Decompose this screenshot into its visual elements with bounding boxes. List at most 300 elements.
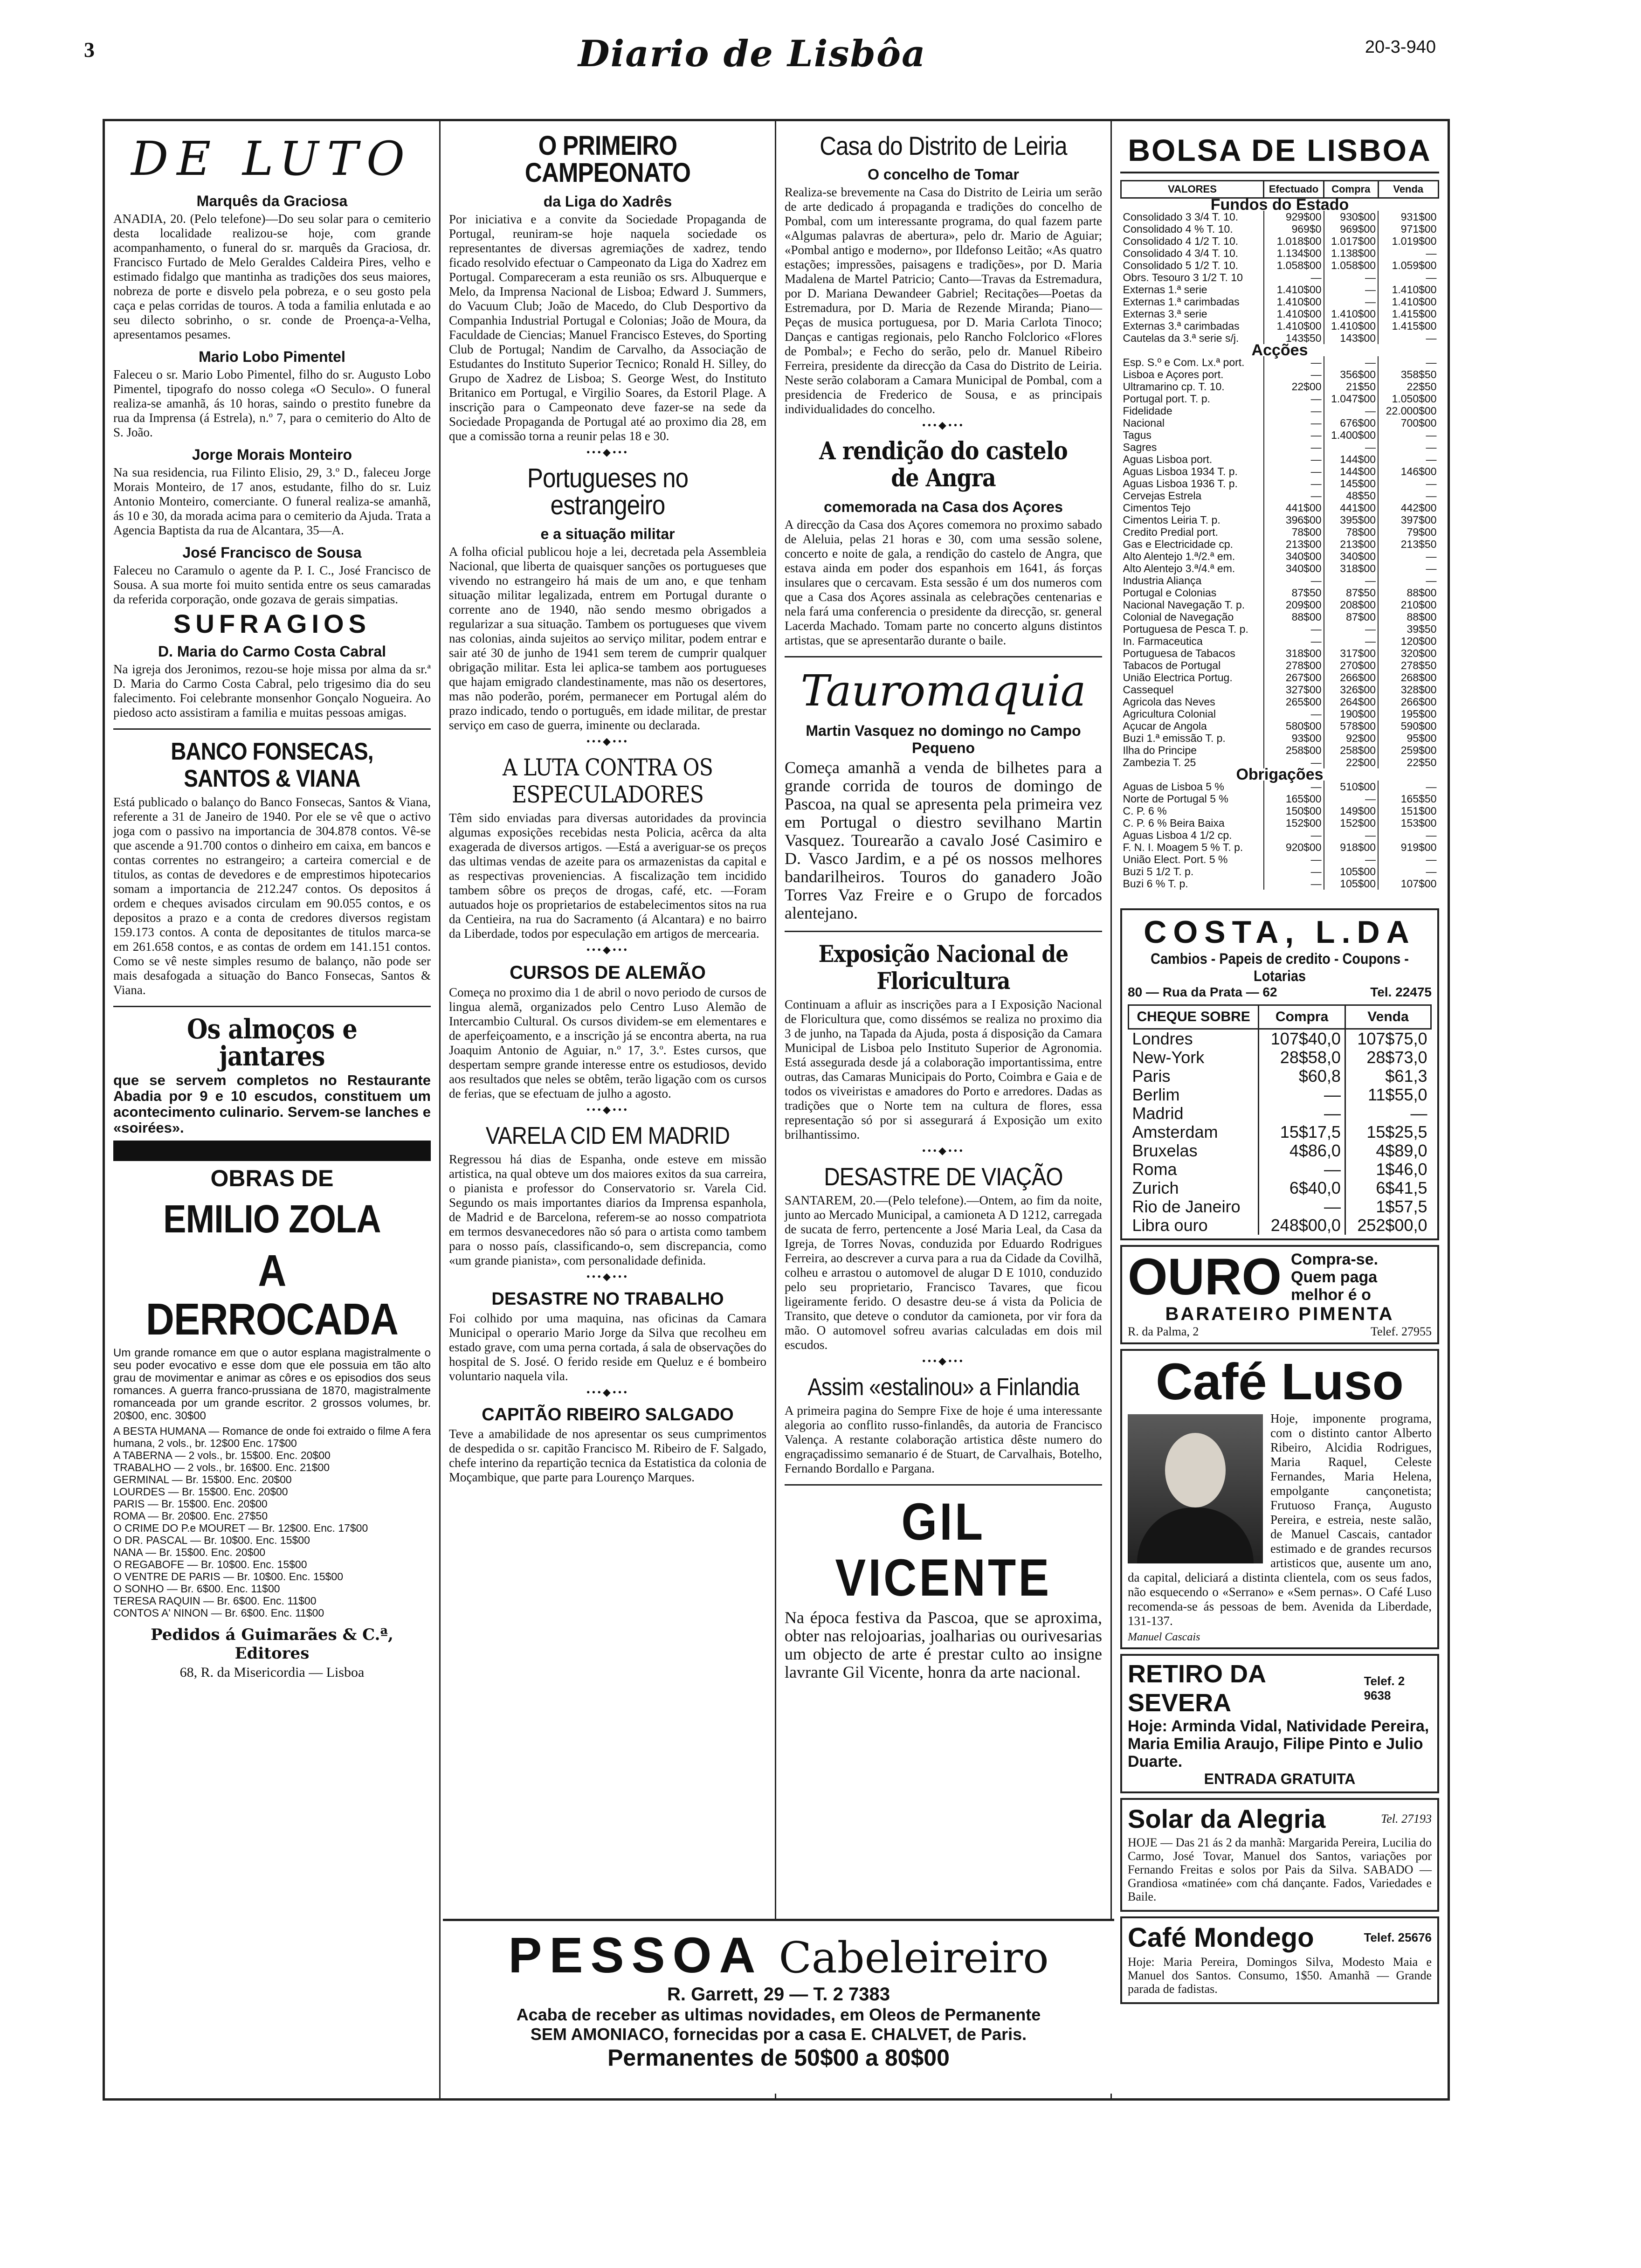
table-cell: Portugal e Colonias	[1123, 587, 1217, 599]
table-cell: Agricola das Neves	[1123, 696, 1215, 708]
table-cell: Bruxelas	[1132, 1141, 1198, 1160]
pessoa-address: R. Garrett, 29 — T. 2 7383	[667, 1984, 890, 2005]
ouro-text-1: Compra-se.	[1291, 1251, 1379, 1268]
table-cell: Externas 3.ª serie	[1123, 308, 1207, 320]
table-row	[1121, 805, 1439, 817]
table-cell: 22$00	[1264, 380, 1324, 393]
table-cell: Consolidado 4 3/4 T. 10.	[1123, 247, 1239, 259]
cambio-table	[1128, 1004, 1432, 1235]
table-cell: 340$00	[1264, 550, 1324, 562]
floricultura-text: Continuam a afluir as inscrições para a I Exposição Nacional de Floricultura que, como dissémos se realiza no proximo dia 3 de junho, na Tapada da Ajuda, posta á disposição da Camara Municipal de Lisboa pelo Instituto Superior de Agronomia. Está assegurada desde já a colaboração importantissima, entre outras, das Camaras Municipais do Porto, Coimbra e Gaia e de todos os viveiristas e amadores do Porto e arredores. Dadas as tradições que o Norte tem na cultura de flores, essa representação só por si assegurará á Exposição um exito brilhantissimo.	[785, 997, 1102, 1141]
table-cell: 1.017$00	[1324, 235, 1378, 247]
table-cell: —	[1324, 793, 1378, 805]
bolsa-col-valores: VALORES	[1121, 181, 1264, 198]
table-cell: 395$00	[1324, 514, 1378, 526]
pessoa-line-3: Permanentes de 50$00 a 80$00	[607, 2045, 950, 2071]
table-row	[1121, 684, 1439, 696]
table-cell: —	[1378, 429, 1438, 441]
table-cell: 318$00	[1264, 647, 1324, 659]
table-row	[1129, 1216, 1431, 1235]
table-cell: 1.410$00	[1378, 296, 1438, 308]
table-cell: 971$00	[1378, 223, 1438, 235]
gil-vicente-text: Na época festiva da Pascoa, que se aproxima, obter nas relojoarias, joalharias ou ourivesarias um objecto de arte é prestar culto ao insigne lavrante Gil Vicente, honra da arte nacional.	[785, 1608, 1102, 1681]
table-cell: Buzi 1.ª emissão T. p.	[1123, 732, 1226, 744]
table-cell: —	[1264, 853, 1324, 865]
table-row	[1129, 1123, 1431, 1141]
table-cell: 358$50	[1378, 368, 1438, 380]
table-cell: 580$00	[1264, 720, 1324, 732]
table-row	[1129, 1160, 1431, 1179]
table-cell: Norte de Portugal 5 %	[1123, 793, 1228, 805]
table-cell: —	[1264, 271, 1324, 284]
table-cell: —	[1259, 1104, 1345, 1123]
zola-footer-2: 68, R. da Misericordia — Lisboa	[179, 1665, 365, 1680]
table-cell: 327$00	[1264, 684, 1324, 696]
table-cell: —	[1264, 356, 1324, 368]
desastre-trabalho-text: Foi colhido por uma maquina, nas oficinas da Camara Municipal o operario Mario Jorge da Silva que recolheu em estado grave, com uma perna cortada, á sala de observações do hospital de S. José. O ferido reside em Queluz e é bombeiro voluntario naquela vila.	[449, 1311, 766, 1383]
table-cell: —	[1264, 708, 1324, 720]
table-cell: Aguas Lisboa 1936 T. p.	[1123, 477, 1238, 490]
table-cell: União Electrica Portug.	[1123, 671, 1233, 684]
table-row	[1129, 1104, 1431, 1123]
costa-tel: Tel. 22475	[1370, 985, 1432, 999]
table-cell: 152$00	[1264, 817, 1324, 829]
table-row	[1121, 744, 1439, 756]
table-cell: Aguas Lisboa 4 1/2 cp.	[1123, 829, 1232, 841]
table-cell: 1.047$00	[1324, 393, 1378, 405]
table-row	[1121, 465, 1439, 477]
table-cell: 153$00	[1378, 817, 1438, 829]
table-cell: 270$00	[1324, 659, 1378, 671]
table-row	[1121, 320, 1439, 332]
table-cell: Fidelidade	[1123, 405, 1172, 417]
cambio-col-cheque: CHEQUE SOBRE	[1129, 1005, 1259, 1029]
table-cell: Esp. S.º e Com. Lx.ª port.	[1123, 356, 1245, 368]
table-cell: Colonial de Navegação	[1123, 611, 1234, 623]
table-cell: Lisboa e Açores port.	[1123, 368, 1224, 380]
table-row	[1121, 453, 1439, 465]
luto-text-graciosa: ANADIA, 20. (Pelo telefone)—Do seu solar para o cemiterio desta localidade realizou-se hoje, com grande acompanhamento, o funeral do sr. marquês da Graciosa, dr. Francisco Furtado de Melo Geraldes Caldeira Pires, velho e estimado fidalgo que mantinha as tradições dos seus maiores, nobreza de porte e disvelo pela pobreza, e o seu gosto pela caça e pelas corridas de touros. A toda a familia enlutada e ao seu dilecto sobrinho, o sr. conde de Proença-a-Velha, apresentamos pesames.	[113, 212, 431, 341]
list-item: TERESA RAQUIN — Br. 6$00. Enc. 11$00	[113, 1595, 317, 1607]
table-row	[1121, 259, 1439, 271]
campeonato-sub: da Liga do Xadrês	[543, 193, 672, 210]
table-cell: 1.058$00	[1264, 259, 1324, 271]
pessoa-name: PESSOA	[508, 1927, 763, 1983]
table-cell: —	[1264, 574, 1324, 587]
luto-title: DE LUTO	[131, 131, 413, 186]
table-cell: 1.410$00	[1264, 296, 1324, 308]
mondego-ad	[1120, 1916, 1439, 2004]
table-cell: 1$57,5	[1345, 1197, 1431, 1216]
table-cell: 146$00	[1378, 465, 1438, 477]
table-cell: —	[1378, 477, 1438, 490]
portrait-photo	[1128, 1414, 1263, 1563]
bolsa-title: BOLSA DE LISBOA	[1120, 132, 1439, 173]
table-cell: Aguas Lisboa port.	[1123, 453, 1213, 465]
luto-text-sousa: Faleceu no Caramulo o agente da P. I. C., José Francisco de Sousa. A sua morte foi muito sentida entre os seus camaradas da referida corporação, onde gozava de gerais simpatias.	[113, 563, 431, 606]
table-cell: 28$58,0	[1259, 1048, 1345, 1067]
table-cell: 87$00	[1324, 611, 1378, 623]
table-cell: 1$46,0	[1345, 1160, 1431, 1179]
table-cell: 95$00	[1378, 732, 1438, 744]
table-cell: 248$00,0	[1259, 1216, 1345, 1235]
table-cell: —	[1259, 1197, 1345, 1216]
pessoa-line-2: SEM AMONIACO, fornecidas por a casa E. CHALVET, de Paris.	[530, 2025, 1027, 2044]
table-cell: 1.134$00	[1264, 247, 1324, 259]
table-cell: 165$50	[1378, 793, 1438, 805]
capitao-text: Teve a amabilidade de nos apresentar os seus cumprimentos de despedida o sr. capitão Francisco M. Ribeiro de F. Salgado, chefe interino da repartição tecnica da Estatistica da colonia de Moçambique, que parte para Lourenço Marques.	[449, 1427, 766, 1484]
table-cell: 320$00	[1378, 647, 1438, 659]
portugueses-text: A folha oficial publicou hoje a lei, decretada pela Assembleia Nacional, que liberta de quaisquer sanções os portugueses que vivendo no estrangeiro há mais de um ano, e que tenham situação militar legalizada, entrem em Portugal durante o corrente ano de 1940, não sendo mesmo obrigados a regularizar a sua situação. Tambem os portugueses que vivem nas colonias, ainda sujeitos ao serviço militar, podem entrar e sair até 30 de junho de 1941 sem terem de cumprir qualquer obrigação militar. Esta lei aplica-se tambem aos portugueses que hajam emigrado clandestinamente, mas não os desertores, mas não poderão, porém, permanecer em Portugal além do prazo indicado, tendo o português, em idade militar, de prestar serviço em caso de guerra, iminente ou declarada.	[449, 545, 766, 732]
luto-sub-monteiro: Jorge Morais Monteiro	[192, 446, 352, 463]
sufragios-title: SUFRAGIOS	[173, 609, 371, 638]
table-cell: 107$40,0	[1259, 1029, 1345, 1049]
table-cell: 1.410$00	[1378, 284, 1438, 296]
costa-ad	[1120, 908, 1439, 1240]
list-item: ROMA — Br. 20$00. Enc. 27$50	[113, 1510, 268, 1522]
column-4	[1112, 121, 1448, 2098]
ornament: •••◆•••	[586, 735, 629, 747]
ouro-ad	[1120, 1245, 1439, 1344]
leiria-sub: O concelho de Tomar	[868, 166, 1019, 183]
table-cell: 328$00	[1378, 684, 1438, 696]
table-cell: 78$00	[1324, 526, 1378, 538]
ornament: •••◆•••	[586, 1386, 629, 1398]
table-cell: Buzi 6 % T. p.	[1123, 878, 1188, 890]
table-cell: 1.410$00	[1324, 308, 1378, 320]
pessoa-line-1: Acaba de receber as ultimas novidades, em Oleos de Permanente	[516, 2005, 1041, 2024]
alegria-title: Solar da Alegria	[1128, 1804, 1326, 1833]
table-cell: 441$00	[1264, 502, 1324, 514]
column-3	[776, 121, 1112, 2098]
table-cell: Cervejas Estrela	[1123, 490, 1202, 502]
table-cell: Ultramarino cp. T. 10.	[1123, 380, 1225, 393]
table-row	[1121, 490, 1439, 502]
table-cell: Zurich	[1132, 1178, 1179, 1197]
pessoa-ad	[443, 1919, 1114, 2094]
table-cell: Madrid	[1132, 1104, 1184, 1123]
table-cell: 39$50	[1378, 623, 1438, 635]
varela-text: Regressou há dias de Espanha, onde esteve em missão artistica, na qual obteve um dos maiores exitos da sua carreira, o pianista e professor do Conservatorio sr. Varela Cid. Segundo os mais importantes diarios da Imprensa espanhola, de Madrid e de Barcelona, referem-se ao nosso compatriota em termos desvanecedores não só para o artista como tambem para o nosso país, classificando-o, sem discrepancia, como «um grande pianista», com personalidade definida.	[449, 1152, 766, 1267]
list-item: CONTOS A' NINON — Br. 6$00. Enc. 11$00	[113, 1607, 324, 1619]
table-cell: 578$00	[1324, 720, 1378, 732]
table-cell: 969$00	[1324, 223, 1378, 235]
ornament: •••◆•••	[922, 1355, 965, 1367]
table-row	[1121, 647, 1439, 659]
bolsa-table	[1120, 180, 1439, 890]
list-item: O REGABOFE — Br. 10$00. Enc. 15$00	[113, 1558, 307, 1570]
table-cell: 143$00	[1324, 332, 1378, 344]
campeonato-text: Por iniciativa e a convite da Sociedade Propaganda de Portugal, reuniram-se hoje naquela sociedade os representantes de diversas agremiações de xadrez, tendo ficado resolvido efectuar o Campeonato da Liga do Xadrez em Portugal. Compareceram a esta reunião os srs. Albuquerque e Melo, da Imprensa Nacional de Lisboa; Edward J. Summers, do Vacuum Club; João de Macedo, do Club Desportivo da Companhia Industrial Portugal e Colonias; João de Moura, da Faculdade de Ciencias; Manuel Francisco Esteves, do Sporting Club de Portugal; Nandim de Carvalho, da Associação de Estudantes do Instituto Superior Tecnico; Ronald H. Silley, do Grupo de Xadrez de Lisboa; S. George West, do Instituto Britanico em Portugal, e Virgilio Soares, da Estoril Plage. A inscrição para o Campeonato deve fazer-se na sede da Sociedade Propaganda de Portugal até ao proximo dia 28, em que a comissão torna a reunir pelas 18 e 30.	[449, 212, 766, 443]
table-cell: Aguas de Lisboa 5 %	[1123, 781, 1224, 793]
mondego-tel: Telef. 25676	[1364, 1930, 1432, 1944]
bolsa-col-efectuado: Efectuado	[1264, 181, 1324, 198]
table-cell: 318$00	[1324, 562, 1378, 574]
table-cell: 396$00	[1264, 514, 1324, 526]
table-cell: Portugal port. T. p.	[1123, 393, 1211, 405]
table-cell: —	[1264, 756, 1324, 768]
ouro-tel: Telef. 27955	[1370, 1325, 1432, 1338]
list-item: NANA — Br. 15$00. Enc. 20$00	[113, 1546, 266, 1558]
table-cell: 88$00	[1264, 611, 1324, 623]
ouro-name: BARATEIRO PIMENTA	[1165, 1304, 1394, 1324]
table-cell: Consolidado 4 1/2 T. 10.	[1123, 235, 1239, 247]
cambio-col-compra: Compra	[1259, 1005, 1345, 1029]
table-cell: —	[1324, 271, 1378, 284]
table-cell: —	[1264, 405, 1324, 417]
table-cell: —	[1264, 441, 1324, 453]
zola-heading-2: EMILIO ZOLA	[163, 1197, 381, 1241]
alegria-ad	[1120, 1798, 1439, 1912]
angra-sub: comemorada na Casa dos Açores	[824, 498, 1063, 515]
table-cell: 144$00	[1324, 453, 1378, 465]
table-cell: 105$00	[1324, 865, 1378, 878]
alegria-tel: Tel. 27193	[1381, 1812, 1432, 1825]
ouro-title: OURO	[1128, 1248, 1282, 1306]
table-cell: 919$00	[1378, 841, 1438, 853]
zola-heading-3: A DERROCADA	[145, 1246, 399, 1344]
zola-book-list	[113, 1425, 431, 1619]
table-row	[1121, 538, 1439, 550]
portugueses-sub: e a situação militar	[540, 526, 675, 542]
table-cell: 356$00	[1324, 368, 1378, 380]
table-cell: 28$73,0	[1345, 1048, 1431, 1067]
table-cell: 340$00	[1264, 562, 1324, 574]
table-row	[1121, 708, 1439, 720]
table-cell: 258$00	[1324, 744, 1378, 756]
severa-text: Hoje: Arminda Vidal, Natividade Pereira, Maria Emilia Araujo, Filipe Pinto e Julio Duarte.	[1128, 1717, 1429, 1770]
list-item: A BESTA HUMANA — Romance de onde foi extraido o filme A fera humana, 2 vols., br. 12$00 Enc. 17$00	[113, 1425, 431, 1449]
table-cell: 252$00,0	[1345, 1216, 1431, 1235]
ornament: •••◆•••	[922, 419, 965, 431]
table-cell: —	[1264, 453, 1324, 465]
table-cell: F. N. I. Moagem 5 % T. p.	[1123, 841, 1243, 853]
table-cell: 208$00	[1324, 599, 1378, 611]
table-cell: 78$00	[1264, 526, 1324, 538]
table-cell: $60,8	[1259, 1067, 1345, 1086]
cursos-text: Começa no proximo dia 1 de abril o novo periodo de cursos de lingua alemã, organizados pelo Centro Luso Alemão de Intercambio Cultural. Os cursos dividem-se em elementares e de aperfeiçoamento, e a inscrição já se encontra aberta, na rua Joaquim Antonio de Aguiar, n.º 17, 3.º. Estes cursos, que despertam sempre grande interesse entre os estudiosos, devido aos resultados que neles se obtêm, terão ligação com os cursos de ferias, que se efectuam de julho a agosto.	[449, 985, 766, 1100]
table-cell: 326$00	[1324, 684, 1378, 696]
table-cell: —	[1324, 574, 1378, 587]
table-cell: Cassequel	[1123, 684, 1174, 696]
leiria-text: Realiza-se brevemente na Casa do Distrito de Leiria um serão de arte dedicado á propaganda e tradições do concelho de Pombal, com um interessante programa, do qual fazem parte «Algumas palavras de abertura», pelo dr. Mario de Aguiar; «Pombal antigo e moderno», por Ildefonso Leitão; «As quatro estações; impressões, paisagens e tradições», por D. Maria Madalena de Martel Patricio; Canto—Travas da Estremadura, por D. Mariana Dewandeer Gabriel; Recitações—Poetas da Estremadura, por D. Maria de Rezende Miranda; Piano—Peças de musica portuguesa, por D. Maria Carlota Tinoco; Danças e cantigas regionais, pelo Rancho Folclorico «Flores de Pombal»; e Fecho do serão, pelo dr. Manuel Ribeiro Ferreira, presidente da direcção da Casa do Distrito de Leiria. Neste serão colaboram a Camara Municipal de Pombal, com a presidencia de Frederico de Sousa, e as principais individualidades do concelho.	[785, 185, 1102, 416]
leiria-title: Casa do Distrito de Leiria	[820, 131, 1067, 160]
zola-text: Um grande romance em que o autor esplana magistralmente o seu poder evocativo e esse dom que ele possuia em tão alto grau de movimentar e animar as côres e os episodios dos seus romances. A guerra franco-prussiana de 1870, magistralmente romanceada por um grande escritor. 2 grossos volumes, br. 20$00, enc. 30$00	[113, 1347, 431, 1422]
table-cell: 107$00	[1378, 878, 1438, 890]
table-cell: —	[1378, 865, 1438, 878]
tauromaquia-text: Começa amanhã a venda de bilhetes para a grande corrida de touros de domingo de Pascoa, na qual se apresenta pela primeira vez em Portugal o diestro sevilhano Martin Vasquez. Tourearão a cavalo José Casimiro e D. Vasco Jardim, e a pé os nossos melhores bandarilheiros. Touros do ganadero João Torres Vaz Freire e o Grupo de forcados alentejano.	[785, 758, 1102, 922]
table-cell: Externas 1.ª serie	[1123, 284, 1207, 296]
table-cell: Sagres	[1123, 441, 1157, 453]
table-cell: —	[1264, 829, 1324, 841]
table-cell: Consolidado 3 3/4 T. 10.	[1123, 211, 1239, 223]
table-cell: 213$00	[1324, 538, 1378, 550]
table-cell: —	[1264, 429, 1324, 441]
table-row	[1121, 878, 1439, 890]
table-cell: Obrs. Tesouro 3 1/2 T. 10	[1123, 271, 1243, 284]
table-cell: —	[1324, 635, 1378, 647]
table-cell: 15$17,5	[1259, 1123, 1345, 1141]
estalinou-title: Assim «estalinou» a Finlandia	[807, 1374, 1079, 1401]
table-row	[1129, 1086, 1431, 1104]
table-cell: Cimentos Leiria T. p.	[1123, 514, 1220, 526]
mondego-text: Hoje: Maria Pereira, Domingos Silva, Modesto Maia e Manuel dos Santos. Consumo, 1$50. Amanhã — Grande parada de fadistas.	[1128, 1955, 1432, 1996]
table-cell: —	[1378, 829, 1438, 841]
table-cell: Cimentos Tejo	[1123, 502, 1191, 514]
table-row	[1121, 235, 1439, 247]
ornament: •••◆•••	[586, 446, 629, 458]
costa-title: COSTA, L.DA	[1144, 914, 1416, 950]
cafe-luso-ad	[1120, 1349, 1439, 1649]
table-cell: —	[1324, 829, 1378, 841]
campeonato-title: O PRIMEIRO CAMPEONATO	[524, 131, 691, 188]
luta-text: Têm sido enviadas para diversas autoridades da provincia algumas exposições recebidas nesta Policia, acêrca da alta exagerada de diversos artigos. —Está a averiguar-se os preços das ultimas vendas de azeite para os armazenistas da capital e as respectivas proveniencias. A fiscalização tem incidido tambem sôbre os preços de drogas, café, etc. —Foram autuados hoje os proprietarios de estabelecimentos sitos na rua da Centieira, na rua do Sacramento (á Alcantara) e no bairro da Liberdade, todos por especulação em artigos de mercearia.	[449, 811, 766, 940]
column-2	[441, 121, 776, 2098]
table-row	[1121, 635, 1439, 647]
severa-title: RETIRO DA SEVERA	[1128, 1660, 1265, 1717]
luta-title: A LUTA CONTRA OS ESPECULADORES	[503, 754, 713, 808]
table-cell: Portuguesa de Pesca T. p.	[1123, 623, 1248, 635]
table-cell: Libra ouro	[1132, 1216, 1208, 1235]
table-cell: 1.019$00	[1378, 235, 1438, 247]
table-cell: 397$00	[1378, 514, 1438, 526]
table-cell: —	[1264, 477, 1324, 490]
black-band	[113, 1141, 431, 1161]
table-row	[1121, 296, 1439, 308]
table-cell: 21$50	[1324, 380, 1378, 393]
almocos-text: que se servem completos no Restaurante Abadia por 9 e 10 escudos, constituem um acontecimento culinario. Servem-se lanches e «soirées».	[113, 1072, 431, 1136]
table-cell: 929$00	[1264, 211, 1324, 223]
bolsa-section-heading: Obrigações	[1236, 766, 1324, 783]
table-cell: —	[1264, 465, 1324, 477]
angra-text: A direcção da Casa dos Açores comemora no proximo sabado de Aleluia, pelas 21 horas e 30, com uma sessão solene, concerto e noite de gala, a rendição do castelo de Angra, que estava ainda em poder dos espanhois em 1641, ás forças insulares que o cercavam. Esta sessão é um dos numeros com que a Casa dos Açores assinala as celebrações centenarias e nela fará uma conferencia o presidente da direcção, sr. general Lacerda Machado. Tomam parte no concerto alguns distintos artistas, que se apresentarão durante o baile.	[785, 518, 1102, 647]
table-cell: 931$00	[1378, 211, 1438, 223]
table-row	[1121, 550, 1439, 562]
table-cell: 88$00	[1378, 587, 1438, 599]
list-item: O CRIME DO P.e MOURET — Br. 12$00. Enc. 17$00	[113, 1522, 368, 1534]
divider	[785, 1484, 1102, 1486]
table-row	[1121, 526, 1439, 538]
table-cell: 918$00	[1324, 841, 1378, 853]
almocos-title: Os almoços e jantares	[186, 1013, 358, 1072]
table-cell: 88$00	[1378, 611, 1438, 623]
table-row	[1121, 574, 1439, 587]
table-cell: 930$00	[1324, 211, 1378, 223]
table-cell: —	[1378, 781, 1438, 793]
table-cell: 22.000$00	[1378, 405, 1438, 417]
table-cell: Portuguesa de Tabacos	[1123, 647, 1235, 659]
gil-vicente-title: GIL VICENTE	[835, 1493, 1052, 1607]
table-row	[1121, 793, 1439, 805]
table-cell: —	[1264, 393, 1324, 405]
alegria-text: HOJE — Das 21 ás 2 da manhã: Margarida Pereira, Lucilia do Carmo, José Tovar, Manuel dos Santos, variações por Fernando Freitas e solos por Pais da Silva. SABADO — Grandiosa «matinée» com chá dançante. Fados, Variedades e Baile.	[1128, 1836, 1432, 1903]
table-cell: 268$00	[1378, 671, 1438, 684]
table-cell: 259$00	[1378, 744, 1438, 756]
table-cell: 143$50	[1264, 332, 1324, 344]
table-row	[1121, 587, 1439, 599]
table-row	[1129, 1141, 1431, 1160]
table-row	[1129, 1067, 1431, 1086]
floricultura-title: Exposição Nacional de Floricultura	[818, 940, 1069, 995]
table-cell: 4$89,0	[1345, 1141, 1431, 1160]
table-row	[1121, 380, 1439, 393]
table-cell: Ilha do Principe	[1123, 744, 1197, 756]
table-cell: —	[1324, 356, 1378, 368]
table-cell: —	[1324, 284, 1378, 296]
cursos-title: CURSOS DE ALEMÃO	[510, 962, 706, 983]
angra-title: A rendição do castelo de Angra	[819, 437, 1068, 492]
table-row	[1121, 611, 1439, 623]
table-cell: 144$00	[1324, 465, 1378, 477]
table-cell: In. Farmaceutica	[1123, 635, 1203, 647]
table-cell: 11$55,0	[1345, 1086, 1431, 1104]
cafe-luso-title: Café Luso	[1156, 1353, 1404, 1411]
table-cell: 190$00	[1324, 708, 1378, 720]
estalinou-text: A primeira pagina do Sempre Fixe de hoje é uma interessante alegoria ao conflito russo-finlandês, da autoria de Francisco Valença. A restante colaboração artistica dêste numero do engraçadissimo semanario é de Stuart, de Carvalhais, Botelho, Fernando Bordallo e Pargana.	[785, 1404, 1102, 1475]
table-cell: —	[1378, 247, 1438, 259]
table-cell: 92$00	[1324, 732, 1378, 744]
table-row	[1121, 562, 1439, 574]
banco-text: Está publicado o balanço do Banco Fonsecas, Santos & Viana, referente a 31 de Janeiro de 1940. Por ele se vê que o activo joga com o passivo na importancia de 304.878 contos. Vê-se que ascende a 91.700 contos o dinheiro em caixa, em bancos e contas correntes no estrangeiro; a carteira comercial e de titulos, as contas de devedores e de emprestimos hipotecarios somam a importancia de 212.247 contos. Os depositos á ordem e cheques avisados circulam em 90.055 contos, e os depositos a prazo e a conta de credores diversos registam 159.173 contos. A conta de depositantes de titulos marca-se em 261.658 contos, e as contas de ordem em 141.151 contos. Como se vê neste simples resumo de balanço, não pode ser mais desafogada a situação do Banco Fonsecas, Santos & Viana.	[113, 795, 431, 997]
table-cell: 265$00	[1264, 696, 1324, 708]
table-row	[1121, 284, 1439, 296]
table-cell: C. P. 6 %	[1123, 805, 1167, 817]
ouro-text-2: Quem paga melhor é o	[1291, 1268, 1378, 1304]
table-cell: —	[1345, 1104, 1431, 1123]
table-row	[1121, 429, 1439, 441]
table-cell: —	[1264, 623, 1324, 635]
costa-sub: Cambios - Papeis de credito - Coupons - Lotarias	[1151, 950, 1409, 984]
luto-sub-pimentel: Mario Lobo Pimentel	[199, 348, 345, 365]
zola-heading-1: OBRAS DE	[210, 1165, 334, 1191]
severa-ad	[1120, 1654, 1439, 1793]
table-cell: Consolidado 4 % T. 10.	[1123, 223, 1233, 235]
table-cell: Externas 1.ª carimbadas	[1123, 296, 1240, 308]
table-cell: 213$50	[1378, 538, 1438, 550]
table-cell: 105$00	[1324, 878, 1378, 890]
table-cell: 15$25,5	[1345, 1123, 1431, 1141]
severa-tel: Telef. 2 9638	[1364, 1674, 1405, 1702]
table-row	[1129, 1179, 1431, 1197]
page-number: 3	[84, 38, 95, 62]
table-cell: Externas 3.ª carimbadas	[1123, 320, 1240, 332]
ornament: •••◆•••	[586, 1271, 629, 1282]
sufragios-sub: D. Maria do Carmo Costa Cabral	[158, 643, 386, 660]
table-row	[1121, 477, 1439, 490]
table-row	[1121, 247, 1439, 259]
desastre-trabalho-title: DESASTRE NO TRABALHO	[491, 1289, 724, 1309]
table-cell: 590$00	[1378, 720, 1438, 732]
divider	[113, 728, 431, 730]
table-cell: 149$00	[1324, 805, 1378, 817]
table-cell: C. P. 6 % Beira Baixa	[1123, 817, 1225, 829]
table-cell: 266$00	[1324, 671, 1378, 684]
table-cell: —	[1378, 356, 1438, 368]
table-cell: 22$50	[1378, 380, 1438, 393]
table-cell: Tagus	[1123, 429, 1151, 441]
banco-title: BANCO FONSECAS, SANTOS & VIANA	[171, 738, 373, 792]
table-cell: Rio de Janeiro	[1132, 1197, 1241, 1216]
table-cell: 442$00	[1378, 502, 1438, 514]
ouro-address: R. da Palma, 2	[1128, 1325, 1199, 1338]
table-cell: $61,3	[1345, 1067, 1431, 1086]
table-cell: 258$00	[1264, 744, 1324, 756]
table-cell: 278$00	[1264, 659, 1324, 671]
issue-date: 20-3-940	[1365, 37, 1436, 57]
table-cell: Berlim	[1132, 1085, 1180, 1104]
table-cell: 1.415$00	[1378, 320, 1438, 332]
table-row	[1129, 1197, 1431, 1216]
